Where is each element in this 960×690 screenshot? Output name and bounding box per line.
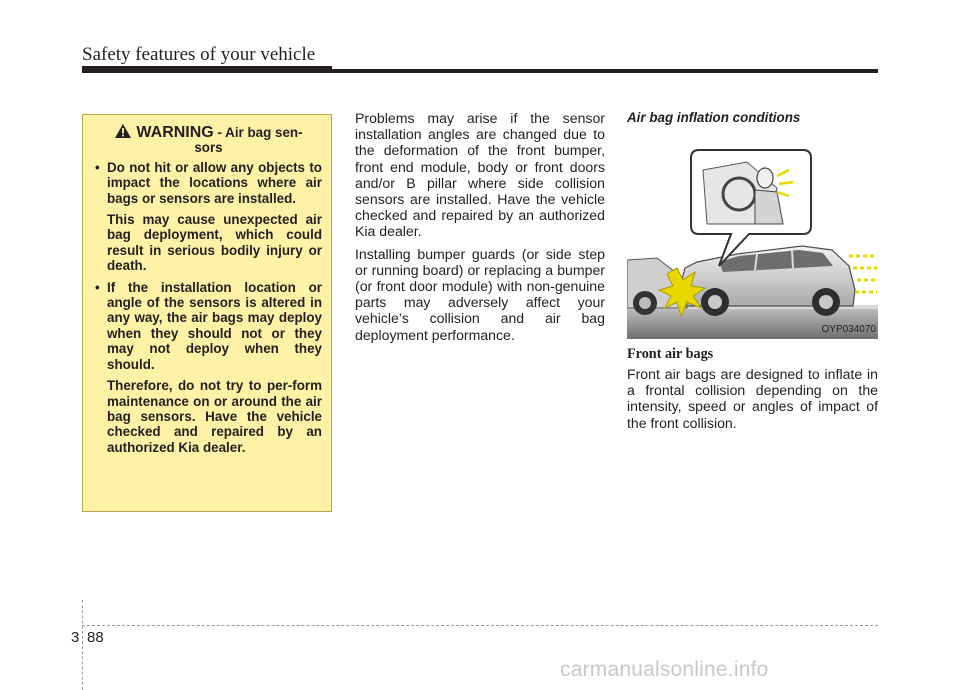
middle-column	[355, 110, 605, 349]
page-header-title: Safety features of your vehicle	[82, 44, 316, 65]
warning-box	[82, 114, 332, 512]
warning-subtitle-cont: sors	[194, 140, 223, 156]
front-airbags-heading: Front air bags	[627, 346, 714, 362]
warning-word: WARNING	[136, 124, 214, 141]
collision-illustration	[627, 140, 878, 339]
section-subheading: Air bag inflation conditions	[627, 110, 801, 125]
figure-code: OYP034070	[821, 324, 876, 335]
page-number: 88	[87, 629, 104, 646]
warning-heading	[95, 123, 322, 156]
warning-bullet-1: • Do not hit or allow any objects to impact the locations where air bags or sensors are installed.	[95, 160, 322, 206]
warning-subtitle: - Air bag sen-	[217, 125, 303, 140]
warning-bullet-2-para: Therefore, do not try to per-form maintenance on or around the air bag sensors. Have the vehicle checked and repaired by an authorized Kia dealer.	[107, 378, 322, 455]
footer-vertical-rule	[82, 600, 83, 690]
warning-bullet-1-para: This may cause unexpected air bag deployment, which could result in serious bodily injury or death.	[107, 212, 322, 274]
watermark: carmanualsonline.info	[560, 658, 769, 681]
middle-paragraph-2: Installing bumper guards (or side step or running board) or replacing a bumper (or front door module) with non-genuine parts may adversely affect your vehicle’s collision and air bag deployment performance.	[355, 245, 605, 343]
header-rule-accent	[82, 66, 332, 73]
middle-paragraph-1: Problems may arise if the sensor installation angles are changed due to the deformation of the front bumper, front end module, body or front doors and/or B pillar where side collision sensors are installed. Have the vehicle checked and repaired by an authorized Kia dealer.	[355, 110, 605, 240]
car-collision-graphic	[627, 140, 878, 339]
chapter-number: 3	[71, 629, 80, 646]
front-airbags-body: Front air bags are designed to inflate in a frontal collision depending on the intensity, speed or angles of impact of the front collision.	[627, 366, 878, 431]
footer-rule	[82, 625, 878, 626]
right-column	[627, 110, 878, 126]
warning-triangle-icon	[114, 123, 132, 139]
warning-bullet-2: • If the installation location or angle of the sensors is altered in any way, the air bags may deploy when they should not or they may not deploy when they should.	[95, 280, 322, 372]
